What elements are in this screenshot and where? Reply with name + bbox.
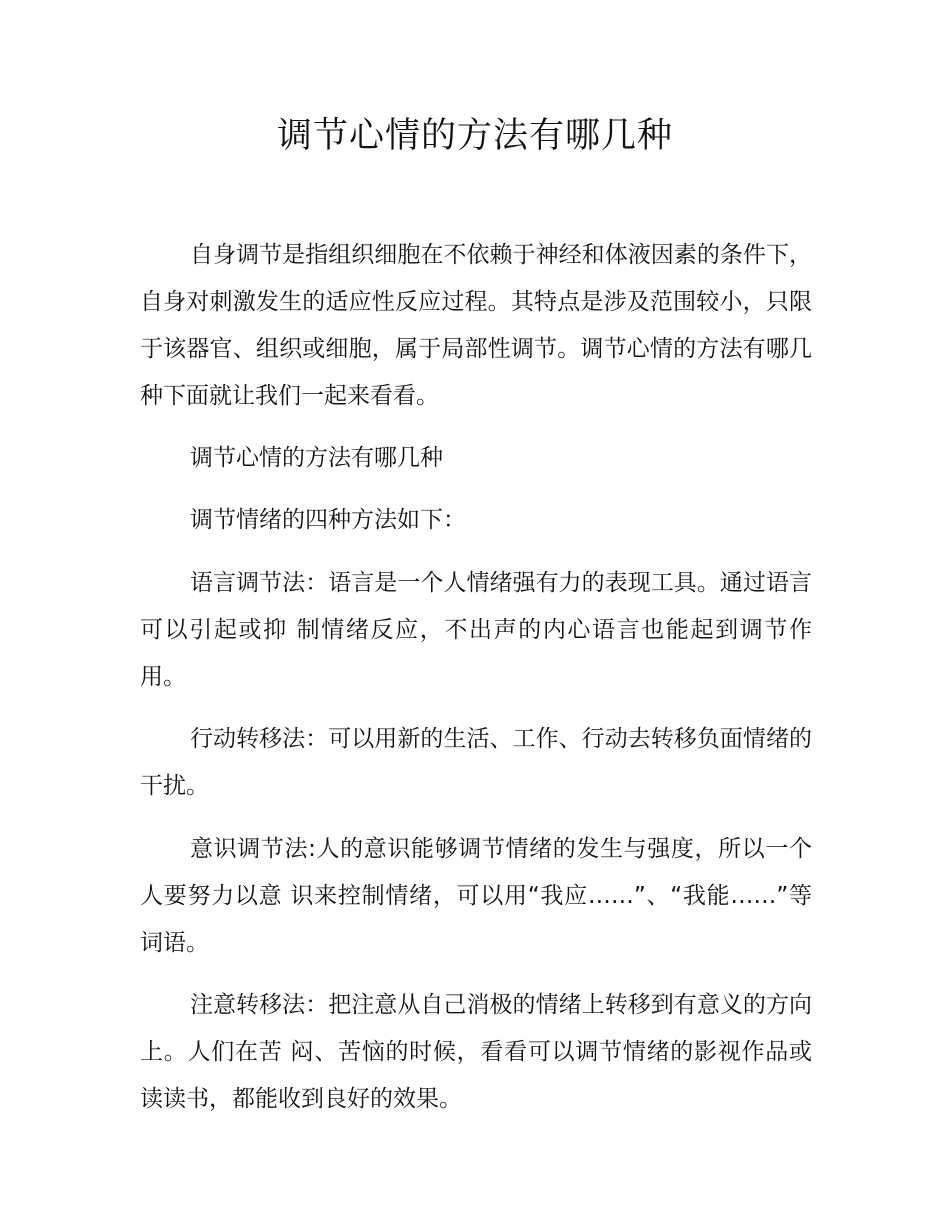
paragraph-attention-method: 注意转移法：把注意从自己消极的情绪上转移到有意义的方向上。人们在苦 闷、苦恼的时候，看看可以调节情绪的影视作品或读读书，都能收到良好的效果。 — [140, 992, 812, 1112]
paragraph-subheading: 调节心情的方法有哪几种 — [190, 445, 443, 471]
paragraph-awareness-method: 意识调节法:人的意识能够调节情绪的发生与强度，所以一个人要努力以意 识来控制情绪，可以用“我应……”、“我能……”等词语。 — [140, 836, 812, 956]
paragraph-intro: 自身调节是指组织细胞在不依赖于神经和体液因素的条件下，自身对刺激发生的适应性反应过程。其特点是涉及范围较小，只限于该器官、组织或细胞，属于局部性调节。调节心情的方法有哪几种下面就让我们一起来看看。 — [140, 242, 812, 409]
paragraph-method-intro: 调节情绪的四种方法如下： — [190, 507, 466, 533]
paragraph-action-method: 行动转移法：可以用新的生活、工作、行动去转移负面情绪的干扰。 — [140, 726, 812, 799]
paragraph-language-method: 语言调节法：语言是一个人情绪强有力的表现工具。通过语言可以引起或抑 制情绪反应，不出声的内心语言也能起到调节作用。 — [140, 570, 812, 690]
document-title: 调节心情的方法有哪几种 — [276, 116, 673, 156]
